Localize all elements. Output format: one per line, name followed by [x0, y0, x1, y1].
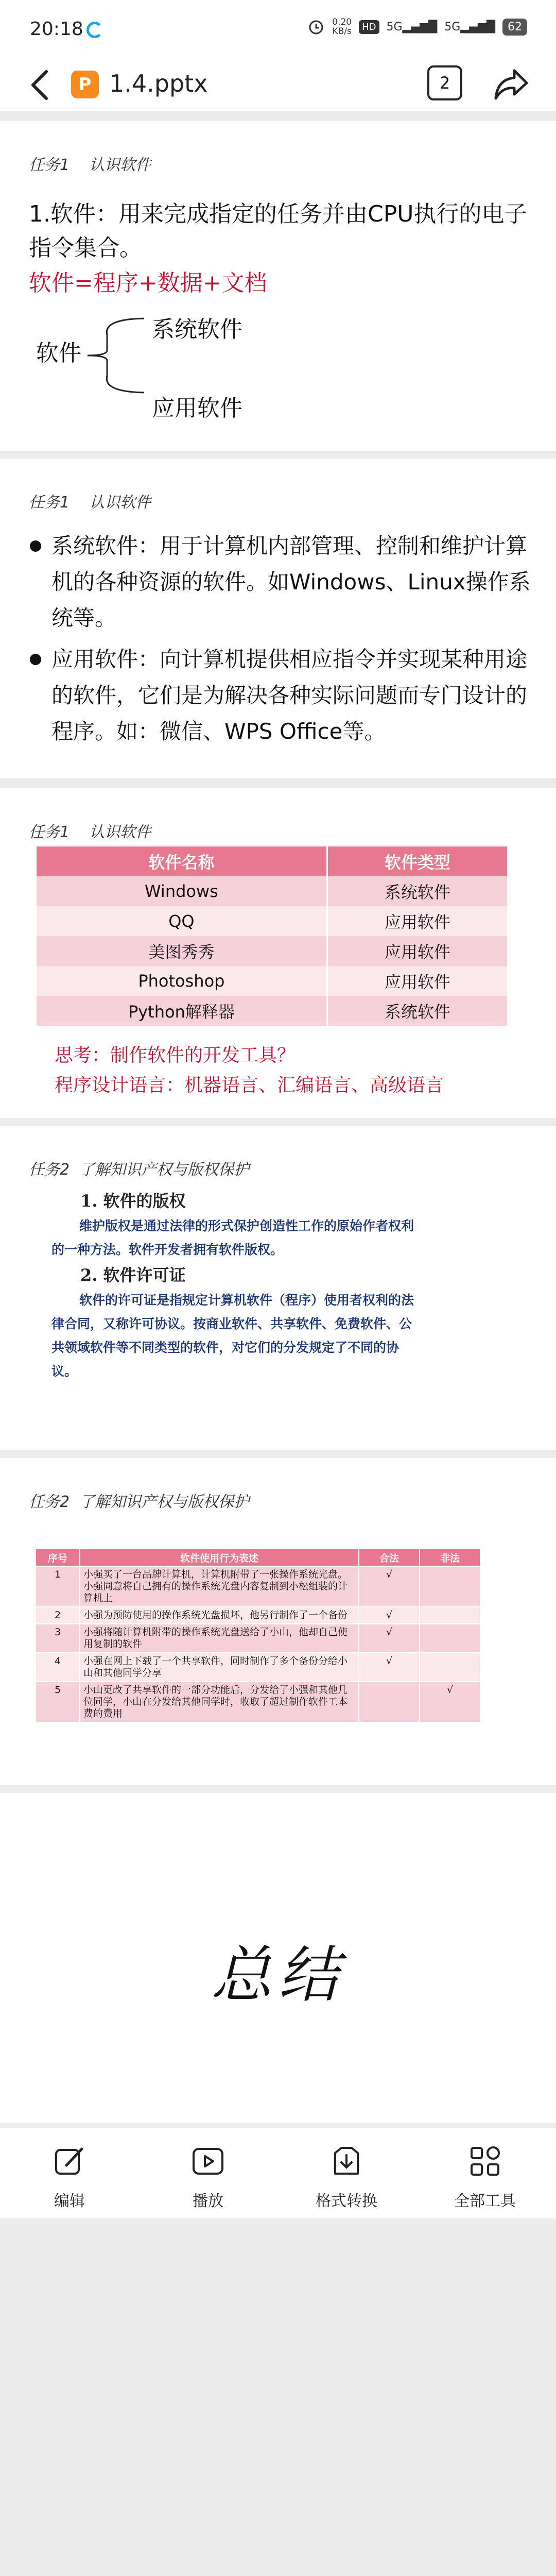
programming-languages: 程序设计语言：机器语言、汇编语言、高级语言: [55, 1075, 444, 1096]
branch-system-software: 系统软件: [152, 316, 242, 343]
status-icons: [307, 18, 527, 36]
software-usage-table: [35, 1548, 481, 1723]
paragraph-license: 软件的许可证是指规定计算机软件（程序）使用者权利的法律合同，又称许可协议。按商业软件、共享软件、免费软件、公共领域软件等不同类型的软件，对它们的分发规定了不同的协议。: [51, 1293, 414, 1379]
slide-tag: 任务1 认识软件: [29, 156, 151, 174]
software-formula: 软件=程序+数据+文档: [29, 270, 267, 296]
slide-1[interactable]: [0, 121, 556, 451]
share-icon[interactable]: [492, 65, 531, 103]
ppt-app-icon: P: [71, 71, 99, 98]
alarm-icon: [307, 18, 325, 36]
download-convert-icon: [328, 2143, 365, 2180]
signal-icon-1: 5G▂▄▆█: [386, 20, 438, 33]
bullet-application-software: 应用软件：向计算机提供相应指令并实现某种用途的软件，它们是为解决各种实际问题而专门设计的程序。如：微信、WPS Office等。: [30, 641, 540, 750]
hd-badge: HD: [359, 20, 379, 34]
slide-tag: 任务2 了解知识产权与版权保护: [29, 1161, 250, 1179]
table-row: Photoshop 应用软件: [37, 966, 507, 996]
doc-header: [0, 59, 556, 111]
status-bar: [0, 0, 556, 59]
battery-icon: 62: [502, 19, 527, 36]
document-title: 1.4.pptx: [109, 70, 208, 97]
slide-3[interactable]: [0, 788, 556, 1118]
table-row: 4 小强在网上下载了一个共享软件，同时制作了多个备份分给小山和其他同学分享 √: [36, 1653, 480, 1681]
play-button[interactable]: 播放: [157, 2143, 259, 2211]
all-tools-button[interactable]: 全部工具: [433, 2143, 536, 2211]
slide-tag: 任务1 认识软件: [29, 494, 151, 512]
table-row: Windows 系统软件: [37, 876, 507, 906]
heading-software-copyright: 1. 软件的版权: [80, 1191, 186, 1211]
table-row: 5 小山更改了共享软件的一部分功能后，分发给了小强和其他几位同学，小山在分发给其他同学时，收取了超过制作软件工本费的费用 √: [36, 1682, 480, 1722]
think-question: 思考：制作软件的开发工具？: [55, 1045, 296, 1066]
table-row: 2 小强为预防使用的操作系统光盘损坏，他另行制作了一个备份 √: [36, 1607, 480, 1623]
grid-icon: [466, 2143, 503, 2180]
edit-icon: [51, 2143, 88, 2180]
clock: 20:18: [30, 19, 83, 40]
slide-tag: 任务1 认识软件: [29, 823, 151, 841]
table-header: 软件类型: [328, 846, 507, 876]
table-row: 1 小强买了一台品牌计算机，计算机附带了一张操作系统光盘。小强同意将自己拥有的操作系统光盘内容复制到小松组装的计算机上 √: [36, 1567, 480, 1606]
software-definition: 1.软件：用来完成指定的任务并由CPU执行的电子指令集合。: [29, 201, 527, 261]
slide-4[interactable]: [0, 1126, 556, 1450]
signal-icon-2: 5G▂▄▆█: [444, 20, 495, 33]
table-header: 序号: [36, 1549, 79, 1566]
slide-6[interactable]: [0, 1793, 556, 2123]
diagram-root: 软件: [36, 340, 81, 366]
table-row: 3 小强将随计算机附带的操作系统光盘送给了小山，他却自己使用复制的软件 √: [36, 1624, 480, 1652]
loading-icon: [86, 22, 103, 38]
page-count-button[interactable]: 2: [427, 65, 462, 100]
bullet-dot: [30, 540, 41, 552]
edit-button[interactable]: 编辑: [18, 2143, 121, 2211]
table-row: QQ 应用软件: [37, 906, 507, 936]
slide-5[interactable]: [0, 1458, 556, 1785]
table-header: 软件使用行为表述: [80, 1549, 358, 1566]
branch-application-software: 应用软件: [152, 395, 242, 421]
net-speed: 0.20 KB/s: [332, 17, 352, 37]
summary-title: 总结: [211, 1939, 345, 2010]
software-type-table: [35, 846, 509, 1026]
format-convert-button[interactable]: 格式转换: [295, 2143, 398, 2211]
bullet-dot: [30, 654, 41, 665]
bottom-toolbar: [0, 2128, 556, 2218]
table-header: 合法: [359, 1549, 419, 1566]
table-row: 美图秀秀 应用软件: [37, 936, 507, 966]
copyright-content: [51, 1188, 422, 1383]
table-row: Python解释器 系统软件: [37, 996, 507, 1026]
bullet-system-software: 系统软件：用于计算机内部管理、控制和维护计算机的各种资源的软件。如Windows、Linux操作系统等。: [30, 528, 540, 636]
table-header: 软件名称: [37, 846, 326, 876]
slide-2[interactable]: [0, 459, 556, 778]
table-header: 非法: [420, 1549, 480, 1566]
play-icon: [189, 2143, 227, 2180]
slide-tag: 任务2 了解知识产权与版权保护: [29, 1493, 250, 1511]
back-icon[interactable]: [26, 67, 57, 103]
paragraph-copyright: 维护版权是通过法律的形式保护创造性工作的原始作者权利的一种方法。软件开发者拥有软件版权。: [51, 1218, 414, 1257]
brace-connector: [82, 314, 144, 397]
heading-software-license: 2. 软件许可证: [80, 1265, 186, 1285]
